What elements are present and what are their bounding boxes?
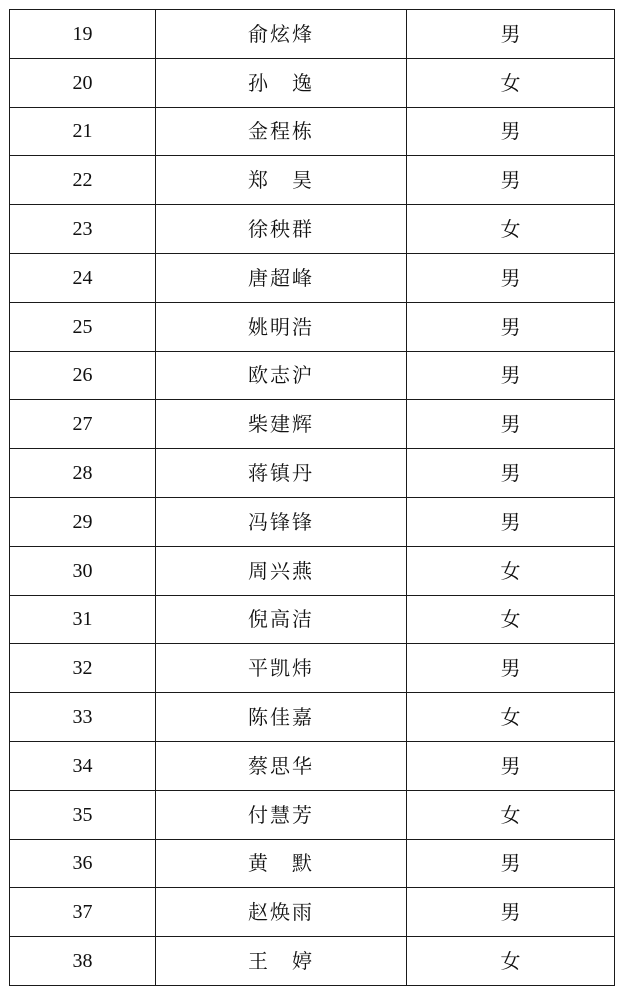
row-number: 28	[10, 449, 156, 498]
student-name: 徐秧群	[156, 205, 407, 254]
table-row	[10, 351, 615, 400]
student-gender: 男	[407, 107, 615, 156]
student-gender: 男	[407, 644, 615, 693]
student-gender: 男	[407, 253, 615, 302]
student-gender: 女	[407, 937, 615, 986]
row-number: 25	[10, 302, 156, 351]
table-row	[10, 156, 615, 205]
row-number: 37	[10, 888, 156, 937]
student-name: 蔡思华	[156, 741, 407, 790]
student-name: 唐超峰	[156, 253, 407, 302]
row-number: 22	[10, 156, 156, 205]
student-name: 郑 昊	[156, 156, 407, 205]
row-number: 36	[10, 839, 156, 888]
row-number: 27	[10, 400, 156, 449]
row-number: 24	[10, 253, 156, 302]
student-name: 平凯炜	[156, 644, 407, 693]
roster-table	[9, 9, 615, 986]
table-row	[10, 790, 615, 839]
student-name: 赵焕雨	[156, 888, 407, 937]
row-number: 32	[10, 644, 156, 693]
student-name: 姚明浩	[156, 302, 407, 351]
student-gender: 男	[407, 400, 615, 449]
table-row	[10, 937, 615, 986]
student-gender: 男	[407, 449, 615, 498]
row-number: 23	[10, 205, 156, 254]
student-gender: 男	[407, 839, 615, 888]
table-row	[10, 839, 615, 888]
student-gender: 男	[407, 10, 615, 59]
student-name: 周兴燕	[156, 546, 407, 595]
student-gender: 男	[407, 741, 615, 790]
row-number: 29	[10, 497, 156, 546]
student-gender: 男	[407, 888, 615, 937]
table-row	[10, 107, 615, 156]
row-number: 19	[10, 10, 156, 59]
table-row	[10, 595, 615, 644]
row-number: 34	[10, 741, 156, 790]
row-number: 38	[10, 937, 156, 986]
student-name: 俞炫烽	[156, 10, 407, 59]
student-name: 付慧芳	[156, 790, 407, 839]
table-row	[10, 741, 615, 790]
table-row	[10, 546, 615, 595]
row-number: 21	[10, 107, 156, 156]
student-gender: 女	[407, 790, 615, 839]
table-row	[10, 644, 615, 693]
row-number: 30	[10, 546, 156, 595]
student-name: 冯锋锋	[156, 497, 407, 546]
student-gender: 女	[407, 693, 615, 742]
table-row	[10, 449, 615, 498]
student-gender: 女	[407, 595, 615, 644]
row-number: 31	[10, 595, 156, 644]
table-row	[10, 10, 615, 59]
roster-table-body	[10, 10, 615, 986]
student-name: 陈佳嘉	[156, 693, 407, 742]
student-name: 蒋镇丹	[156, 449, 407, 498]
student-gender: 女	[407, 546, 615, 595]
table-row	[10, 253, 615, 302]
table-row	[10, 58, 615, 107]
table-row	[10, 400, 615, 449]
student-gender: 男	[407, 156, 615, 205]
student-gender: 女	[407, 205, 615, 254]
table-row	[10, 497, 615, 546]
row-number: 20	[10, 58, 156, 107]
student-name: 金程栋	[156, 107, 407, 156]
student-gender: 男	[407, 497, 615, 546]
student-gender: 男	[407, 302, 615, 351]
student-gender: 男	[407, 351, 615, 400]
student-name: 孙 逸	[156, 58, 407, 107]
row-number: 26	[10, 351, 156, 400]
student-name: 王 婷	[156, 937, 407, 986]
student-name: 倪高洁	[156, 595, 407, 644]
table-row	[10, 302, 615, 351]
student-name: 柴建辉	[156, 400, 407, 449]
row-number: 35	[10, 790, 156, 839]
table-row	[10, 693, 615, 742]
table-row	[10, 205, 615, 254]
student-name: 欧志沪	[156, 351, 407, 400]
student-name: 黄 默	[156, 839, 407, 888]
table-row	[10, 888, 615, 937]
row-number: 33	[10, 693, 156, 742]
student-gender: 女	[407, 58, 615, 107]
